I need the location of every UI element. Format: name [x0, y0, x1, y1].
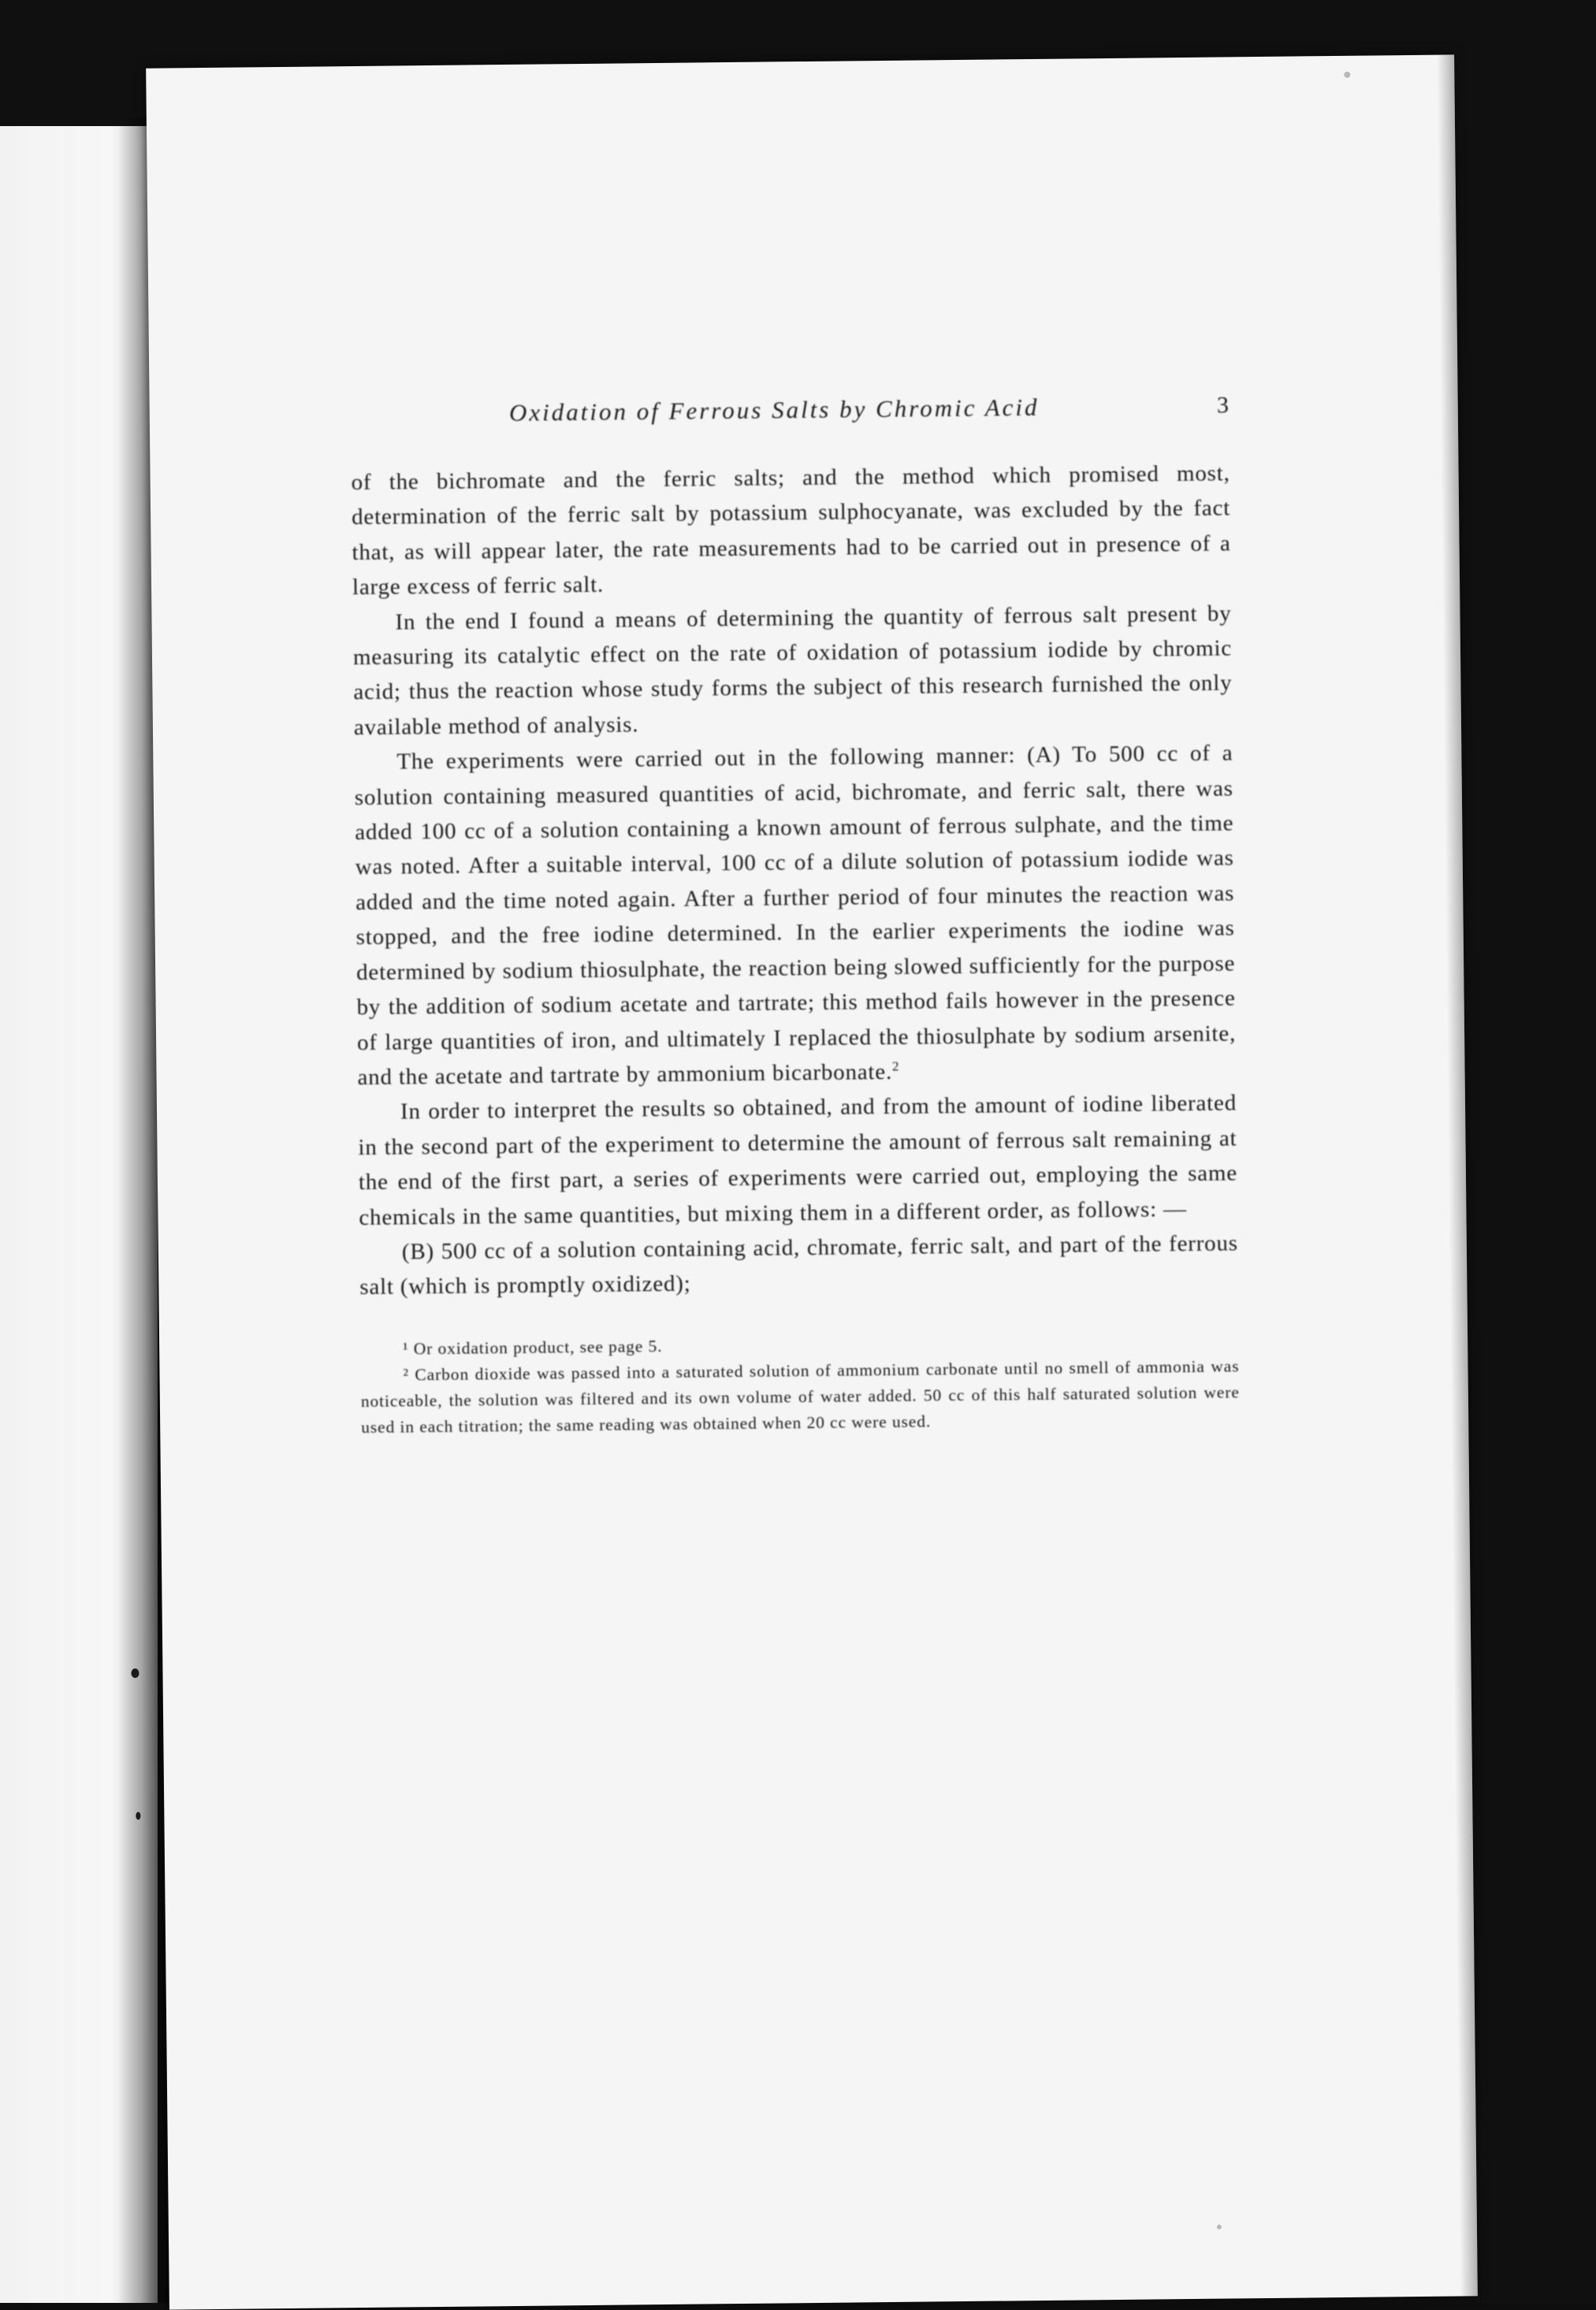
- paper-speck: [1344, 72, 1350, 78]
- paragraph-experiments-text: The experiments were carried out in the following manner: (A) To 500 cc of a solution containing measured quantities of acid, bichromate, and ferric salt, there was added 100 cc of a solution containing a known amount of ferrous sulphate, and the time was noted. After a suitable interval, 100 cc of a dilute solution of potassium iodide was added and the time noted again. After a further period of four minutes the reaction was stopped, and the free iodine determined. In the earlier experiments the iodine was determined by sodium thiosulphate, the reaction being slowed sufficiently for the purpose by the addition of sodium acetate and tartrate; this method fails however in the presence of large quantities of iron, and ultimately I replaced the thiosulphate by sodium arsenite, and the acetate and tartrate by ammonium bicarbonate.: [354, 740, 1237, 1090]
- page-edge-shadow: [1437, 54, 1478, 2296]
- paragraph-continued: of the bichromate and the ferric salts; and the method which promised most, determination of the ferric salt by potassium sulphocyanate, was excluded by the fact that, as will appear later, the rate measurements had to be carried out in presence of a large excess of ferric salt.: [351, 460, 1231, 601]
- running-head: [351, 388, 1230, 437]
- paragraph-experiments: [354, 736, 1237, 1095]
- margin-mark: [136, 1812, 140, 1820]
- book-page: [146, 54, 1478, 2309]
- footnote-1: ¹ Or oxidation product, see page 5.: [403, 1336, 663, 1359]
- paper-speck: [1217, 2225, 1222, 2230]
- footnotes: [360, 1327, 1240, 1441]
- page-content: [351, 388, 1241, 1440]
- footnote-ref-2: 2: [891, 1058, 900, 1074]
- running-title: Oxidation of Ferrous Salts by Chromic Acid: [508, 392, 1040, 426]
- paragraph-procedure-b: (B) 500 cc of a solution containing acid, chromate, ferric salt, and part of the ferrous salt (which is promptly oxidized);: [359, 1230, 1239, 1300]
- paragraph-method: In the end I found a means of determining the quantity of ferrous salt present by measuring its catalytic effect on the rate of oxidation of potassium iodide by chromic acid; thus the reaction whose study forms the subject of this research furnished the only available method of analysis.: [352, 601, 1233, 740]
- margin-mark: [131, 1668, 139, 1678]
- footnote-2: ² Carbon dioxide was passed into a saturated solution of ammonium carbonate until no smell of ammonia was noticeable, the solution was filtered and its own volume of water added. 50 cc of this half saturated solution were used in each titration; the same reading was obtained when 20 cc were used.: [360, 1356, 1240, 1437]
- page-number: 3: [1216, 392, 1230, 418]
- paragraph-interpretation: In order to interpret the results so obtained, and from the amount of iodine liberated in the second part of the experiment to determine the amount of ferrous salt remaining at the end of the first part, a series of experiments were carried out, employing the same chemicals in the same quantities, but mixing them in a different order, as follows: —: [358, 1090, 1238, 1230]
